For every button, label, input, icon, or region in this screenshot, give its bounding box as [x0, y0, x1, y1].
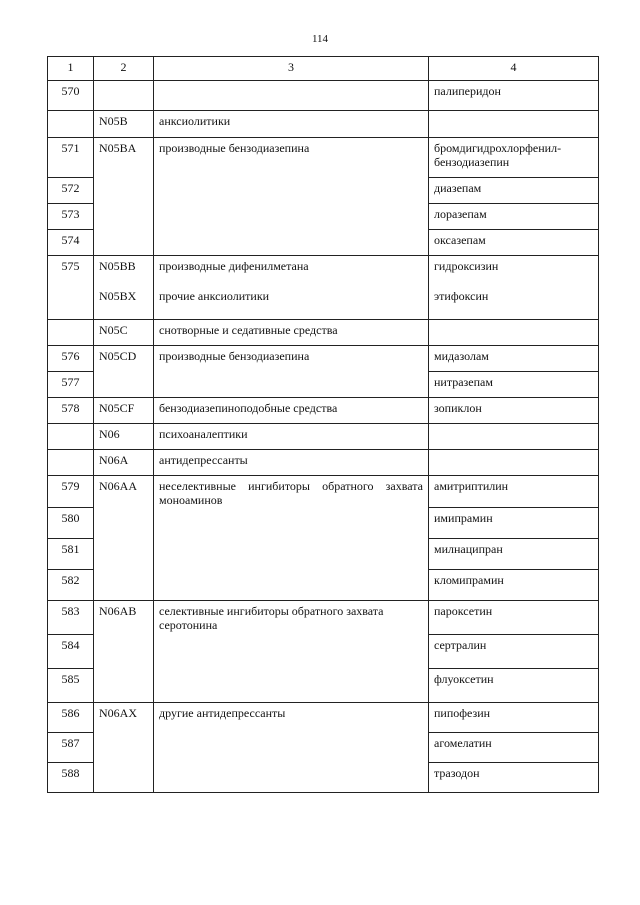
drug-name: гидроксизин	[434, 259, 499, 273]
group-name: производные бензодиазепина	[154, 138, 429, 256]
drug-name: имипрамин	[429, 508, 599, 539]
drug-name	[429, 424, 599, 450]
atc-code: N05BX	[99, 289, 137, 303]
drug-name: тразодон	[429, 763, 599, 793]
table-row	[48, 450, 599, 476]
atc-code: N06AB	[94, 601, 154, 703]
drug-name: милнаципран	[429, 539, 599, 570]
group-name: селективные ингибиторы обратного захвата серотонина	[154, 601, 429, 703]
row-number: 580	[48, 508, 94, 539]
drug-name: агомелатин	[429, 733, 599, 763]
page-number: 114	[311, 33, 329, 45]
table-row	[48, 81, 599, 111]
drug-name	[429, 450, 599, 476]
row-number: 572	[48, 178, 94, 204]
drug-name: флуоксетин	[429, 669, 599, 703]
table-row	[48, 256, 599, 320]
row-number: 573	[48, 204, 94, 230]
drug-name: мидазолам	[429, 346, 599, 372]
group-name: неселективные ингибиторы обратного захвата моноаминов	[154, 476, 429, 601]
group-name: анксиолитики	[154, 111, 429, 138]
row-number: 574	[48, 230, 94, 256]
group-name: производные дифенилметана	[159, 259, 309, 273]
atc-code	[94, 81, 154, 111]
table-row	[48, 476, 599, 508]
group-name: производные бензодиазепина	[154, 346, 429, 398]
table-row	[48, 111, 599, 138]
group-name: бензодиазепиноподобные средства	[154, 398, 429, 424]
group-name: другие антидепрессанты	[154, 703, 429, 793]
row-number	[48, 320, 94, 346]
atc-code-cell	[94, 256, 154, 320]
drug-name: диазепам	[429, 178, 599, 204]
group-name-cell	[154, 256, 429, 320]
atc-code: N05CF	[94, 398, 154, 424]
row-number: 570	[48, 81, 94, 111]
drug-name	[429, 111, 599, 138]
header-col-4: 4	[429, 57, 599, 81]
table-row	[48, 424, 599, 450]
row-number: 577	[48, 372, 94, 398]
atc-code: N05B	[94, 111, 154, 138]
drug-name: пароксетин	[429, 601, 599, 635]
atc-code: N05C	[94, 320, 154, 346]
header-row	[48, 57, 599, 81]
row-number: 584	[48, 635, 94, 669]
row-number: 587	[48, 733, 94, 763]
drug-name: пипофезин	[429, 703, 599, 733]
row-number: 585	[48, 669, 94, 703]
drug-name: оксазепам	[429, 230, 599, 256]
drug-name: нитразепам	[429, 372, 599, 398]
medication-table	[47, 56, 599, 793]
drug-name	[429, 320, 599, 346]
row-number: 579	[48, 476, 94, 508]
atc-code: N06A	[94, 450, 154, 476]
group-name: прочие анксиолитики	[159, 289, 270, 303]
row-number: 575	[48, 256, 94, 320]
table-row	[48, 320, 599, 346]
row-number: 581	[48, 539, 94, 570]
atc-code: N06AX	[94, 703, 154, 793]
drug-name: амитриптилин	[429, 476, 599, 508]
table-row	[48, 138, 599, 178]
row-number: 588	[48, 763, 94, 793]
group-name: антидепрессанты	[154, 450, 429, 476]
drug-name: зопиклон	[429, 398, 599, 424]
drug-name-cell	[429, 256, 599, 320]
row-number: 586	[48, 703, 94, 733]
header-col-1: 1	[48, 57, 94, 81]
table-row	[48, 346, 599, 372]
atc-code: N05BA	[94, 138, 154, 256]
row-number	[48, 111, 94, 138]
drug-name: палиперидон	[429, 81, 599, 111]
drug-name: этифоксин	[434, 289, 489, 303]
drug-name: сертралин	[429, 635, 599, 669]
group-name: психоаналептики	[154, 424, 429, 450]
table-row	[48, 601, 599, 635]
row-number: 582	[48, 570, 94, 601]
drug-name: лоразепам	[429, 204, 599, 230]
row-number: 571	[48, 138, 94, 178]
atc-code: N06AA	[94, 476, 154, 601]
header-col-3: 3	[154, 57, 429, 81]
atc-code: N05CD	[94, 346, 154, 398]
row-number: 578	[48, 398, 94, 424]
row-number: 576	[48, 346, 94, 372]
table-row	[48, 703, 599, 733]
drug-name: кломипрамин	[429, 570, 599, 601]
atc-code: N05BB	[99, 259, 136, 273]
table-row	[48, 398, 599, 424]
row-number	[48, 450, 94, 476]
group-name: снотворные и седативные средства	[154, 320, 429, 346]
drug-name: бромдигидрохлорфенил-бензодиазепин	[429, 138, 599, 178]
header-col-2: 2	[94, 57, 154, 81]
group-name	[154, 81, 429, 111]
row-number: 583	[48, 601, 94, 635]
row-number	[48, 424, 94, 450]
atc-code: N06	[94, 424, 154, 450]
